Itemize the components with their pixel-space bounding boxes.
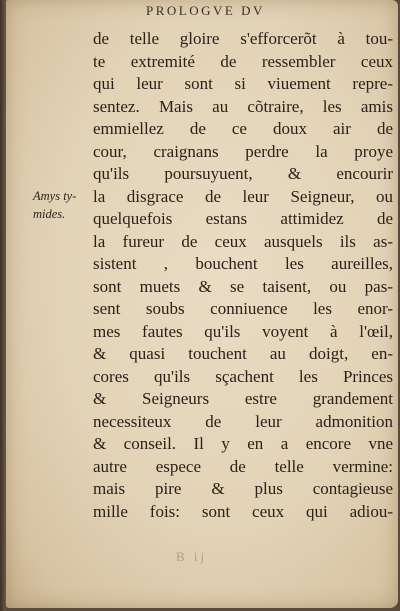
marginal-note	[33, 187, 93, 223]
text-line: cour, craignans perdre la proye	[93, 141, 393, 161]
book-page	[6, 0, 398, 608]
text-line: necessiteux de leur admonition	[93, 411, 393, 431]
text-line: te extremité de ressembler ceux	[93, 51, 393, 71]
text-line: & Seigneurs estre grandement	[93, 389, 393, 408]
text-line: qu'ils poursuyuent, & encourir	[93, 164, 393, 183]
text-line: mais pire & plus contagieuse	[93, 479, 393, 498]
text-line: la fureur de ceux ausquels ils as-	[93, 231, 393, 251]
text-line: qui leur sont si viuement repre-	[93, 74, 393, 93]
text-line: mes fautes qu'ils voyent à l'œil,	[93, 321, 393, 341]
signature-mark: B ij	[176, 549, 208, 564]
text-line: cores qu'ils sçachent les Princes	[93, 366, 393, 386]
text-line: & conseil. Il y en a encore vne	[93, 434, 393, 453]
marginal-note-line: Amys ty-	[33, 189, 77, 203]
text-line: autre espece de telle vermine:	[93, 456, 393, 476]
text-line: sentez. Mais au cõtraire, les amis	[93, 96, 393, 116]
text-line: & quasi touchent au doigt, en-	[93, 344, 393, 363]
text-line: de telle gloire s'efforcerõt à tou-	[93, 29, 393, 48]
marginal-note-line: mides.	[33, 207, 66, 221]
body-text	[93, 28, 393, 523]
running-head: PROLOGVE DV	[146, 3, 265, 18]
text-line: mille fois: sont ceux qui adiou-	[93, 501, 393, 521]
text-line: sistent , bouchent les aureilles,	[93, 254, 393, 273]
text-line: la disgrace de leur Seigneur, ou	[93, 186, 393, 206]
text-line: sent soubs conniuence les enor-	[93, 299, 393, 318]
text-line: quelquefois estans attimidez de	[93, 209, 393, 228]
text-line: emmiellez de ce doux air de	[93, 119, 393, 138]
text-line: sont muets & se taisent, ou pas-	[93, 276, 393, 296]
